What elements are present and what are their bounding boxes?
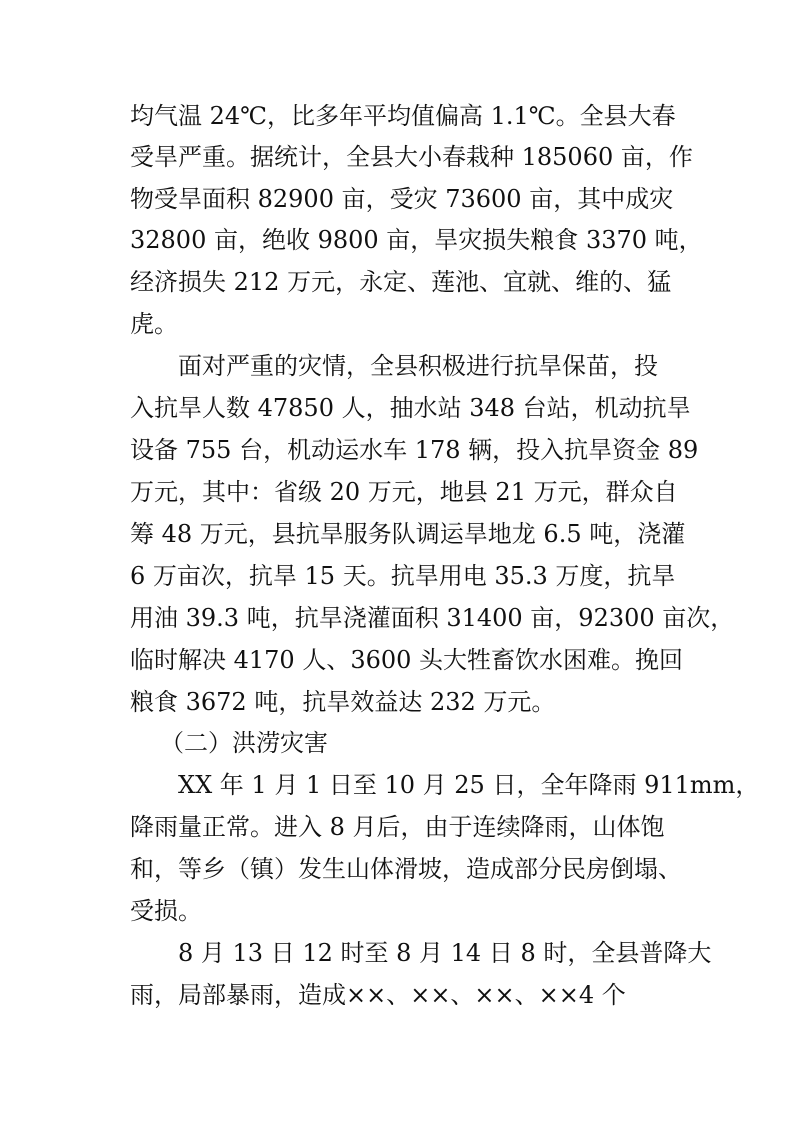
paragraph-line: 32800 亩，绝收 9800 亩，旱灾损失粮食 3370 吨，: [130, 226, 703, 254]
paragraph-line: 受旱严重。据统计，全县大小春栽种 185060 亩，作: [130, 143, 693, 171]
paragraph-line: 经济损失 212 万元，永定、莲池、宜就、维的、猛: [130, 268, 672, 296]
paragraph-line: 万元，其中：省级 20 万元，地县 21 万元，群众自: [130, 478, 678, 506]
section-heading: （二）洪涝灾害: [160, 729, 328, 757]
paragraph-line: 降雨量正常。进入 8 月后，由于连续降雨，山体饱: [130, 813, 665, 841]
paragraph-line: 临时解决 4170 人、3600 头大牲畜饮水困难。挽回: [130, 646, 684, 674]
paragraph-line: 均气温 24℃，比多年平均值偏高 1.1℃。全县大春: [130, 102, 676, 130]
paragraph-line: 雨，局部暴雨，造成××、××、××、××4 个: [130, 981, 626, 1009]
paragraph-line: 用油 39.3 吨，抗旱浇灌面积 31400 亩，92300 亩次，: [130, 604, 735, 632]
paragraph-line: 虎。: [130, 310, 178, 338]
paragraph-line: 6 万亩次，抗旱 15 天。抗旱用电 35.3 万度，抗旱: [130, 562, 676, 590]
paragraph-line: 设备 755 台，机动运水车 178 辆，投入抗旱资金 89: [130, 436, 699, 464]
paragraph-line: 8 月 13 日 12 时至 8 月 14 日 8 时，全县普降大: [178, 939, 712, 967]
paragraph-line: 面对严重的灾情，全县积极进行抗旱保苗，投: [178, 352, 658, 380]
paragraph-line: XX 年 1 月 1 日至 10 月 25 日，全年降雨 911mm，: [178, 771, 760, 799]
paragraph-line: 受损。: [130, 897, 202, 925]
paragraph-line: 粮食 3672 吨，抗旱效益达 232 万元。: [130, 688, 556, 716]
paragraph-line: 筹 48 万元，县抗旱服务队调运旱地龙 6.5 吨，浇灌: [130, 520, 686, 548]
paragraph-line: 和，等乡（镇）发生山体滑坡，造成部分民房倒塌、: [130, 855, 682, 883]
paragraph-line: 物受旱面积 82900 亩，受灾 73600 亩，其中成灾: [130, 185, 674, 213]
paragraph-line: 入抗旱人数 47850 人，抽水站 348 台站，机动抗旱: [130, 394, 691, 422]
